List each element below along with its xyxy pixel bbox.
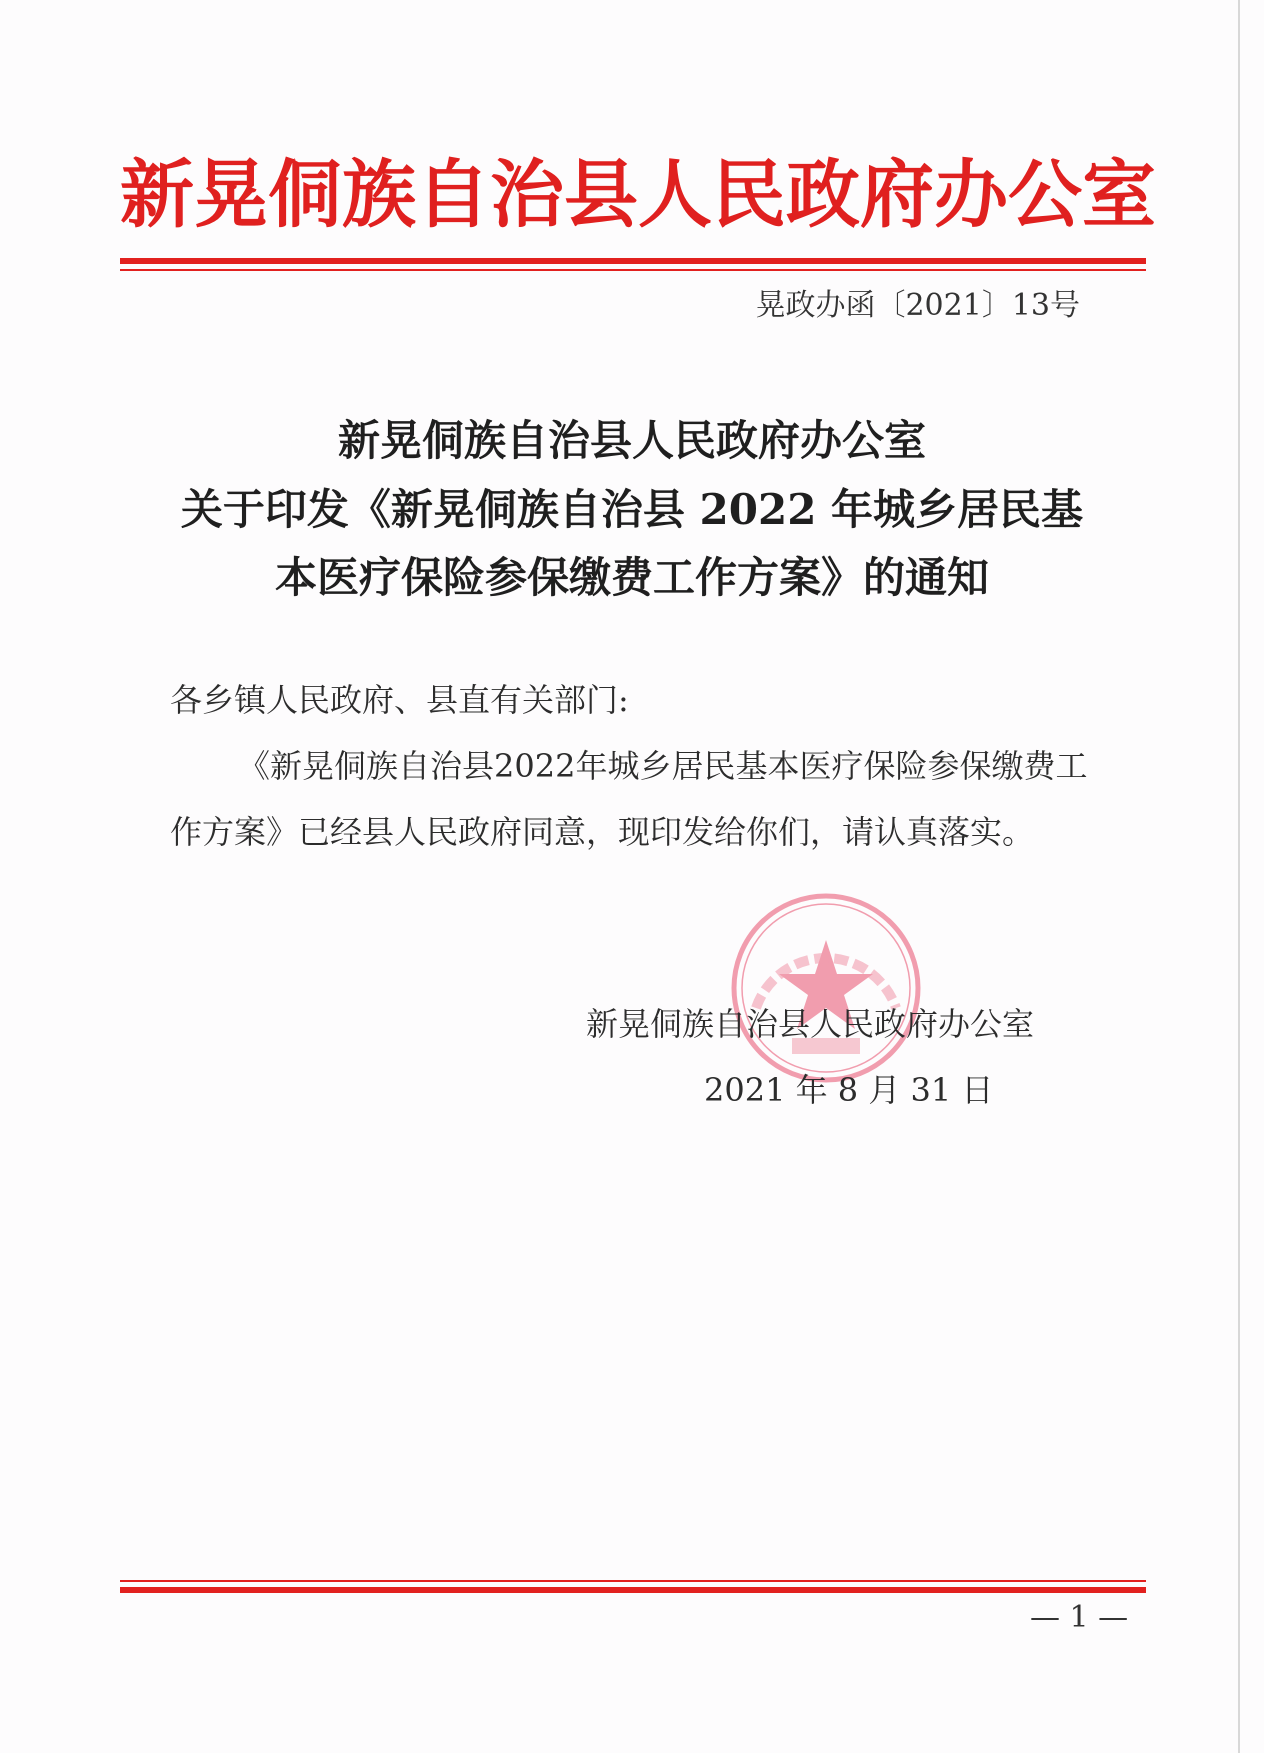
page-number: — 1 — [1030, 1600, 1129, 1635]
salutation: 各乡镇人民政府、县直有关部门: [170, 681, 629, 719]
body-paragraph-line-1: 《新晃侗族自治县2022年城乡居民基本医疗保险参保缴费工 [238, 747, 1088, 785]
footer-rule-thin [120, 1580, 1146, 1582]
footer-rule-thick [120, 1587, 1146, 1593]
document-number: 晃政办函〔2021〕13号 [755, 288, 1080, 323]
title-line-3: 本医疗保险参保缴费工作方案》的通知 [274, 553, 989, 602]
signature-organization: 新晃侗族自治县人民政府办公室 [586, 1005, 1035, 1043]
signature-date: 2021 年 8 月 31 日 [704, 1071, 994, 1109]
body-paragraph-line-2: 作方案》已经县人民政府同意，现印发给你们，请认真落实。 [170, 813, 1035, 851]
masthead-rule-thick [120, 258, 1146, 264]
masthead-title: 新晃侗族自治县人民政府办公室 [120, 152, 1156, 238]
title-line-2: 关于印发《新晃侗族自治县 2022 年城乡居民基 [180, 485, 1084, 534]
title-line-1: 新晃侗族自治县人民政府办公室 [337, 416, 926, 465]
official-seal-icon [726, 888, 926, 1088]
masthead-rule-thin [120, 269, 1146, 271]
page-edge [1238, 0, 1240, 1753]
